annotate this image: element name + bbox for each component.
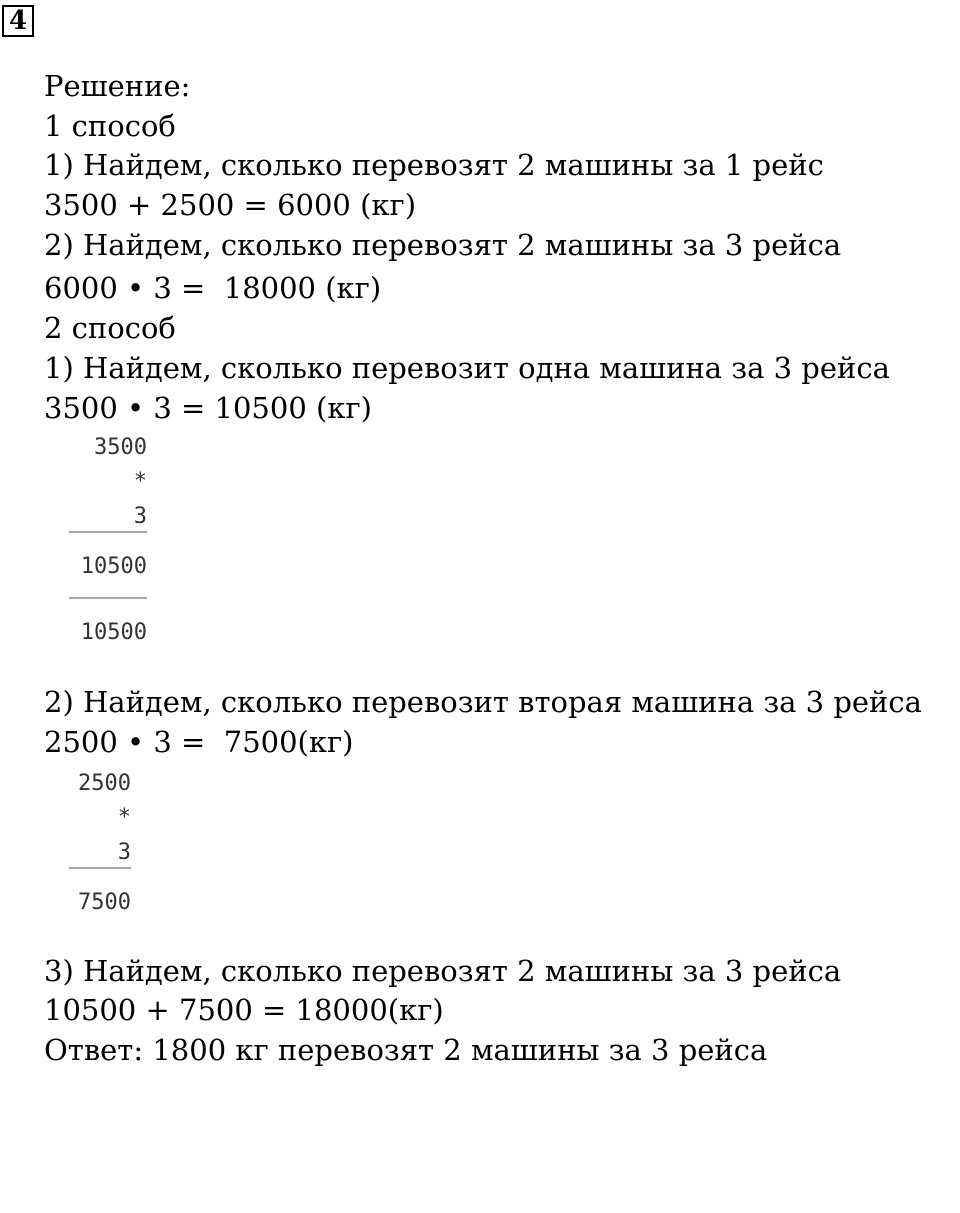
column-multiplication-2 (69, 767, 131, 933)
method-2-heading: 2 способ (44, 311, 176, 345)
method-2-step-3-equation: 10500 + 7500 = 18000(кг) (44, 993, 444, 1027)
calc-partial-result: 10500 (80, 554, 147, 579)
method-1-heading: 1 способ (44, 109, 176, 143)
calc-operator: * (133, 469, 147, 494)
task-number-badge: 4 (2, 5, 34, 37)
method-1-step-2-equation: 6000 • 3 = 18000 (кг) (44, 271, 382, 305)
calc-operand: 2500 (78, 771, 131, 796)
calc-result: 10500 (80, 620, 147, 645)
method-1-step-2-text: 2) Найдем, сколько перевозят 2 машины за 3 рейса (44, 228, 842, 262)
solution-heading: Решение: (44, 69, 191, 103)
method-2-step-1-text: 1) Найдем, сколько перевозит одна машина за 3 рейса (44, 351, 890, 385)
calc-operand: 3 (117, 840, 131, 865)
column-multiplication-1 (69, 431, 147, 665)
answer-line: Ответ: 1800 кг перевозят 2 машины за 3 рейса (44, 1033, 768, 1067)
method-2-step-1-equation: 3500 • 3 = 10500 (кг) (44, 391, 372, 425)
method-2-step-2-equation: 2500 • 3 = 7500(кг) (44, 725, 354, 759)
calc-operand: 3500 (94, 435, 147, 460)
calc-operator: * (117, 805, 131, 830)
method-1-step-1-text: 1) Найдем, сколько перевозят 2 машины за 1 рейс (44, 148, 824, 182)
method-1-step-1-equation: 3500 + 2500 = 6000 (кг) (44, 188, 417, 222)
method-2-step-2-text: 2) Найдем, сколько перевозит вторая машина за 3 рейса (44, 685, 922, 719)
method-2-step-3-text: 3) Найдем, сколько перевозят 2 машины за 3 рейса (44, 954, 842, 988)
calc-operand: 3 (133, 504, 147, 529)
calc-result: 7500 (78, 890, 131, 915)
